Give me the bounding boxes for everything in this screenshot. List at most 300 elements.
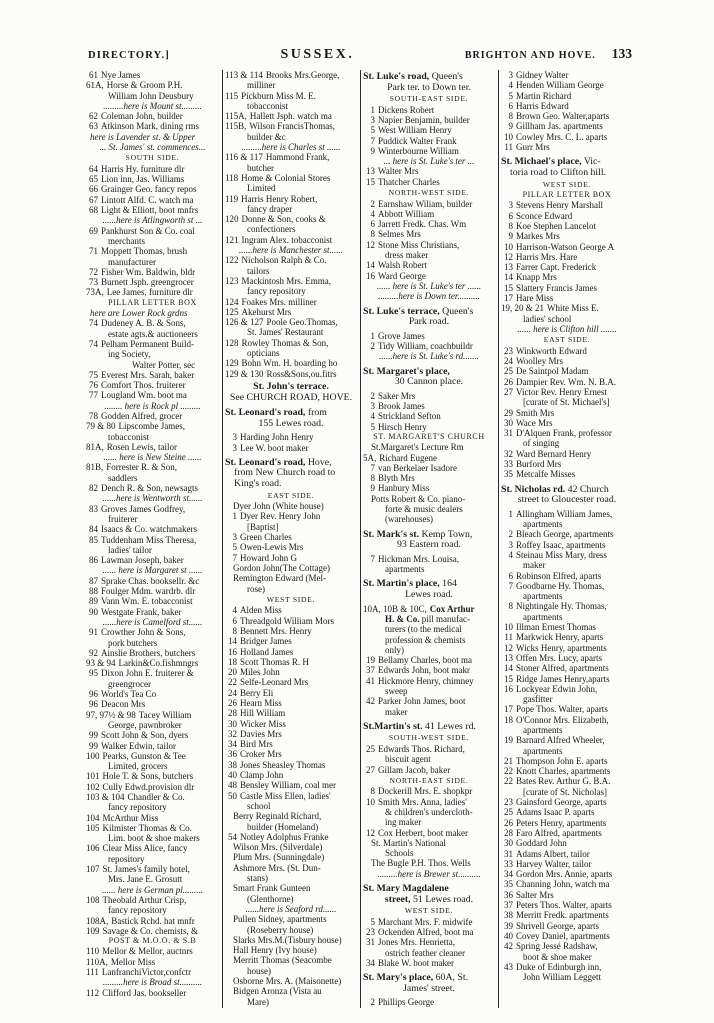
entry-line <box>225 616 357 626</box>
house-number: 69 <box>89 225 98 236</box>
continuation-line: of singing <box>523 438 560 449</box>
house-number: 39 <box>504 920 513 931</box>
entry-line <box>501 601 633 611</box>
entry-text: Edwards John, boot makr <box>378 665 470 676</box>
continuation-line: sweep <box>385 686 408 696</box>
house-number: 30 <box>504 417 513 428</box>
street-cross-reference: ......here is Wentworth st...... <box>102 493 203 504</box>
house-number: 24 <box>504 356 513 367</box>
entry-line <box>363 240 495 250</box>
street-heading-cont <box>225 393 357 404</box>
entry-text: Atkinson Mark, dining rms <box>101 121 199 132</box>
entry-line <box>86 80 219 90</box>
entry-text: Harris Mrs. Hare <box>516 251 578 262</box>
heading-rest: street to Gloucester road. <box>517 494 617 506</box>
entry-line <box>225 749 357 759</box>
entry-line <box>225 739 357 749</box>
entry-line <box>86 483 219 493</box>
entry-text: Moppett Thomas, brush <box>101 246 188 257</box>
house-number: 115A, <box>225 111 247 122</box>
entry-text: West William Henry <box>378 125 452 136</box>
house-number: 95 <box>89 668 98 679</box>
entry-line <box>86 287 219 297</box>
entry-text: Shrivell George, aparts <box>516 920 600 931</box>
entry-line <box>501 890 633 900</box>
plain-line: Berry Reginald Richard, <box>233 811 322 822</box>
entry-line <box>501 231 633 241</box>
house-number: 4 <box>370 411 375 422</box>
entry-text: Harrison-Watson George A <box>516 241 615 252</box>
plain-line: Hall Henry (Ivy house) <box>233 945 317 956</box>
street-name: St. Luke's road, <box>363 71 430 82</box>
entry-line <box>501 663 633 673</box>
house-number: 118 <box>225 172 239 183</box>
entry-line <box>225 760 357 770</box>
entry-line <box>225 657 357 667</box>
entry-line <box>225 688 357 698</box>
entry-text: Nightingale Hy. Thomas, <box>516 601 607 612</box>
house-number: 61A, <box>86 80 104 91</box>
house-number: 15 <box>366 176 375 187</box>
section-spacer <box>363 302 495 305</box>
entry-line <box>501 449 633 459</box>
entry-line <box>363 765 495 775</box>
heading-rest: Queen's <box>439 305 474 317</box>
house-number: 1 <box>370 330 375 341</box>
entry-text: Mellor Miss <box>110 956 156 967</box>
entry-line <box>86 813 219 823</box>
entry-line <box>363 665 495 675</box>
entry-text: Marchant Mrs. F. midwife <box>378 916 473 927</box>
side-heading: EAST SIDE. <box>543 335 591 345</box>
entry-text: Foakes Mrs. milliner <box>241 296 317 307</box>
entry-text: Tidy William, coachbuildr <box>378 341 473 352</box>
entry-text: Hole T. & Sons, butchers <box>102 771 194 782</box>
entry-text: Chandler & Co. <box>127 791 185 802</box>
house-number: 73A, <box>86 287 104 298</box>
street-name: St. Mark's st. <box>363 528 420 540</box>
entry-line <box>363 744 495 754</box>
house-number: 8 <box>370 473 375 484</box>
entry-text: Grainger Geo. fancy repos <box>101 184 197 195</box>
entry-line <box>86 895 219 905</box>
entry-line <box>225 542 357 552</box>
street-cross-reference: ......here is St. Luke's rd....... <box>379 351 479 362</box>
entry-text: Harding John Henry <box>240 432 314 443</box>
entry-line <box>501 571 633 581</box>
entry-line <box>225 511 357 521</box>
continuation-line: fancy repository <box>108 905 167 916</box>
plain-line: Remington Edward (Mel- <box>233 573 326 584</box>
house-number: 16 <box>228 646 237 657</box>
entry-line <box>225 338 357 348</box>
entry-line <box>363 331 495 341</box>
house-number: 78 <box>89 411 98 421</box>
house-number: 25 <box>366 743 375 754</box>
entry-line <box>501 632 633 642</box>
house-number: 71 <box>89 246 98 257</box>
entry-text: Dixon John E. fruiterer & <box>101 668 194 679</box>
entry-text: Bellamy Charles, boot ma <box>378 655 472 666</box>
entry-line <box>86 111 219 121</box>
house-number: 7 <box>232 552 237 563</box>
entry-text: Jones Sheasley Thomas <box>240 759 326 770</box>
entry-text: Alden Miss <box>240 605 282 616</box>
house-number: 4 <box>370 208 375 219</box>
house-number: 18 <box>504 714 513 725</box>
house-number: 12 <box>366 827 375 838</box>
entry-text: Faro Alfred, apartments <box>516 827 602 838</box>
house-number: 50 <box>228 790 237 801</box>
continuation-line: boot & shoe maker <box>523 951 592 962</box>
entry-text: Home & Colonial Stores <box>241 172 331 183</box>
house-number: 32 <box>228 728 237 739</box>
house-number: 1 <box>232 511 237 522</box>
entry-text: Goddard John <box>516 838 567 849</box>
entry-text: Comfort Thos. fruiterer <box>101 380 186 391</box>
house-number: 40 <box>504 930 513 941</box>
entry-line <box>86 555 219 565</box>
house-number: 8 <box>508 111 513 122</box>
entry-text: Bridger James <box>240 636 292 647</box>
street-cross-reference: ... St. James' st. commences... <box>99 142 206 153</box>
entry-text: Akehurst Mrs <box>241 306 292 317</box>
entry-text: Peters Thos. Walter, aparts <box>516 900 612 911</box>
entry-text: Lee W. boot maker <box>240 442 309 453</box>
continuation-line: builder &c <box>247 131 286 142</box>
entry-line <box>86 535 219 545</box>
section-spacer <box>501 480 633 483</box>
plain-line: Merritt Thomas (Seacombe <box>233 955 332 966</box>
entry-line <box>501 766 633 776</box>
entry-text: Foulger Mdm. wardrb. dlr <box>101 586 196 597</box>
entry-line <box>225 121 357 131</box>
entry-line <box>501 529 633 539</box>
side-heading: EAST SIDE. <box>267 490 315 500</box>
entry-line <box>86 184 219 194</box>
house-number: 42 <box>504 941 513 952</box>
entry-text: Vann Wm. E. tobacconist <box>101 596 193 607</box>
house-number: 76 <box>89 380 98 391</box>
heading-rest: 30 Cannon place. <box>394 376 464 388</box>
house-number: 30 <box>228 718 237 729</box>
entry-line <box>86 174 219 184</box>
entry-line <box>501 931 633 941</box>
entry-text: Brooks Mrs.George, <box>265 70 340 80</box>
house-number: 26 <box>228 698 237 708</box>
entry-text: Wicks Henry, apartments <box>516 642 607 653</box>
house-number: 2 <box>508 529 513 540</box>
house-number: 13 <box>504 262 513 273</box>
continuation-line: Mrs. Jane E. Grosutt <box>108 874 183 885</box>
entry-line <box>225 276 357 286</box>
street-cross-reference: ...... here is New Steine ...... <box>103 452 202 463</box>
street-cross-reference: ......here is Seaford rd...... <box>245 903 337 914</box>
continuation-line: tobacconist <box>247 100 288 111</box>
entry-line <box>363 401 495 411</box>
entry-text: Thompson John E. aparts <box>516 755 608 766</box>
continuation-line: St. James' Restaurant <box>247 327 324 338</box>
street-cross-reference: .........here is Mount st......... <box>103 100 202 111</box>
entry-line <box>501 262 633 272</box>
house-number: 8 <box>508 601 513 612</box>
house-number: 63 <box>89 121 98 132</box>
plain-line: Bidgen Aronza (Vista au <box>233 986 322 997</box>
continuation-line: tailors <box>247 265 270 276</box>
house-number: 34 <box>228 739 237 750</box>
entry-text: Henden William George <box>516 80 604 91</box>
house-number: 9 <box>370 145 375 156</box>
house-number: 107 <box>86 864 100 875</box>
house-number: 79 & 80 <box>86 421 116 432</box>
entry-text: Everest Mrs. Sarah, baker <box>101 369 195 380</box>
entry-line <box>225 729 357 739</box>
continuation-line: merchants <box>108 235 145 246</box>
entry-text: Ridge James Henry,aparts <box>516 673 610 684</box>
plain-line: Osborne Mrs. A. (Maisonette) <box>233 976 342 987</box>
house-number: 8 <box>370 786 375 797</box>
house-number: 26 <box>504 817 513 828</box>
house-number: 12 <box>504 251 513 262</box>
house-number: 3 <box>508 539 513 550</box>
house-number: 119 <box>225 193 239 204</box>
plain-line: Dyer John (White house) <box>233 501 324 512</box>
house-number: 92 <box>89 647 98 658</box>
entry-line <box>225 173 357 183</box>
entry-line <box>225 432 357 442</box>
entry-line <box>501 869 633 879</box>
continuation-line: (Glenthorne) <box>247 893 294 904</box>
entry-text: Pickburn Miss M. E. <box>241 90 316 101</box>
house-number: 18 <box>228 656 237 667</box>
house-number: 96 <box>89 699 98 710</box>
house-number: 61 <box>89 70 98 80</box>
continuation-line: biscuit agent <box>385 754 431 765</box>
entry-text: Lougland Wm. boot ma <box>101 390 187 401</box>
continuation-line: milliner <box>247 80 276 91</box>
entry-line <box>86 607 219 617</box>
house-number: 4 <box>232 605 237 616</box>
entry-line <box>86 411 219 421</box>
house-number: 15 <box>504 673 513 684</box>
directory-column-1 <box>84 70 222 1008</box>
house-number: 9 <box>508 121 513 132</box>
entry-text: Rowley Thomas & Son, <box>241 337 329 348</box>
house-number: 31 <box>504 848 513 859</box>
entry-line <box>363 554 495 564</box>
entry-text: Hammond Frank, <box>265 152 330 163</box>
entry-line <box>86 380 219 390</box>
house-number: 22 <box>228 677 237 688</box>
heading-rest: Kemp Town, <box>419 528 473 540</box>
entry-text: Scott Thomas R. H <box>240 656 309 667</box>
entry-line <box>363 483 495 493</box>
entry-line <box>86 524 219 534</box>
section-spacer <box>363 717 495 720</box>
entry-text: Hickmore Henry, chimney <box>378 675 474 686</box>
house-number: 14 <box>366 260 375 271</box>
house-number: 30 <box>504 838 513 849</box>
entry-text: Wicker Miss <box>240 718 286 729</box>
entry-text: Grove James <box>378 330 425 341</box>
entry-line <box>363 937 495 947</box>
house-number: 106 <box>86 843 100 854</box>
house-number: 110A, <box>86 956 108 967</box>
entry-line <box>86 390 219 400</box>
continuation-line: forte & music dealers <box>385 504 463 515</box>
entry-line <box>363 391 495 401</box>
section-spacer <box>363 525 495 528</box>
house-number: 1 <box>508 508 513 519</box>
house-number: 35 <box>504 469 513 480</box>
entry-line <box>86 442 219 452</box>
house-number: 6 <box>508 100 513 111</box>
house-number: 24 <box>228 687 237 698</box>
plain-line: Ashmore Mrs. (St. Dun- <box>233 862 321 873</box>
entry-text: Adams Isaac P. aparts <box>516 807 595 818</box>
entry-text: Tuddenham Miss Theresa, <box>101 534 197 545</box>
entry-text: Koe Stephen Lancelot <box>516 220 596 231</box>
entry-text: Dudeney A. B. & Sons, <box>101 318 186 329</box>
entry-text: Richard Eugene <box>379 452 437 463</box>
house-number: 16 <box>504 683 513 694</box>
street-name: St. Luke's terrace, <box>363 305 440 317</box>
street-heading-cont: from New Church road to <box>234 467 336 479</box>
entry-line <box>225 307 357 317</box>
entry-text: Bird Mrs <box>240 739 273 750</box>
house-number: 41 <box>366 675 375 686</box>
continuation-line: Walter Potter, sec <box>132 359 196 370</box>
continuation-line: manufacturer <box>108 256 156 267</box>
entry-line <box>86 946 219 956</box>
entry-line <box>363 604 495 614</box>
house-number: 67 <box>89 194 98 205</box>
plain-line: Slarks Mrs.M.(Tisbury house) <box>233 934 342 945</box>
entry-line <box>363 997 495 1007</box>
entry-text: Croker Mrs <box>240 749 282 760</box>
house-number: 3 <box>232 432 237 443</box>
continuation-line: fruiterer <box>108 513 138 524</box>
entry-line <box>501 797 633 807</box>
entry-text: Clifford Jas. bookseller <box>102 987 187 998</box>
entry-line <box>225 832 357 842</box>
heading-rest: from <box>305 407 327 419</box>
entry-text: Berry Eli <box>240 687 274 698</box>
house-number: 104 <box>86 812 100 823</box>
entry-text: Bennett Mrs. Henry <box>240 625 312 636</box>
entry-text: Larkin&Co.fishmngrs <box>118 658 199 669</box>
entry-text: Ingram Alex. tobacconist <box>241 234 333 245</box>
continuation-line: [curate of St. Michael's] <box>523 397 610 408</box>
entry-text: Cully Edwd.provision dlr <box>102 781 195 792</box>
entry-text: Edwards Thos. Richard, <box>378 743 465 754</box>
entry-text: Crowther John & Sons, <box>101 627 186 638</box>
entry-line <box>363 463 495 473</box>
continuation-line: builder (Homeland) <box>247 821 319 832</box>
header-right-group <box>465 46 632 62</box>
house-number: 38 <box>504 910 513 921</box>
entry-text: Clear Miss Alice, fancy <box>102 843 188 854</box>
entry-text: Peters Henry, apartments <box>516 817 607 828</box>
entry-text: Ainslie Brothers, butchers <box>101 647 196 658</box>
house-number: 12 <box>366 239 375 250</box>
entry-text: Ross&Sons,ou.fitrs <box>266 368 337 379</box>
entry-text: Walker Edwin, tailor <box>101 740 177 751</box>
entry-line <box>363 125 495 135</box>
continuation-line: apartments <box>523 745 563 756</box>
house-number: 93 & 94 <box>86 658 116 669</box>
entry-text: Bleach George, apartments <box>516 529 614 540</box>
entry-text: Dickens Robert <box>378 104 435 115</box>
house-number: 35 <box>504 879 513 890</box>
house-number: 128 <box>225 337 239 348</box>
entry-text: Hearn Miss <box>240 698 282 708</box>
entry-line <box>225 698 357 708</box>
continuation-line: apartments <box>523 519 563 530</box>
entry-text: Walter Mrs <box>378 166 419 177</box>
house-number: 5 <box>370 916 375 927</box>
entry-line <box>86 164 219 174</box>
house-number: 23 <box>366 927 375 938</box>
section-spacer <box>225 453 357 456</box>
continuation-line: fancy draper <box>247 203 293 214</box>
continuation-line: greengrocer <box>108 678 151 689</box>
house-number: 111 <box>86 967 99 978</box>
street-name: street, <box>384 893 411 905</box>
house-number: 5 <box>508 90 513 101</box>
entry-line <box>501 900 633 910</box>
entry-text: Woolley Mrs <box>516 356 564 367</box>
house-number: 88 <box>89 586 98 597</box>
house-number: 97, 97½ & 98 <box>86 709 136 720</box>
house-number: 2 <box>370 341 375 352</box>
house-number: 5 <box>370 421 375 432</box>
entry-line <box>501 101 633 111</box>
house-number: 68 <box>89 205 98 216</box>
house-number: 3 <box>370 114 375 125</box>
entry-text: Stoner Alfred, apartments <box>516 663 609 674</box>
entry-line <box>501 704 633 714</box>
street-name: St. Leonard's road, <box>225 407 306 419</box>
entry-text: Knott Charles, apartments <box>516 766 611 777</box>
house-number: 29 <box>504 407 513 418</box>
house-number: 87 <box>89 575 98 586</box>
entry-text: Bohn Wm. H. boarding ho <box>241 358 338 369</box>
house-number: 16 <box>366 270 375 281</box>
house-number: 4 <box>508 549 513 560</box>
house-number: 105 <box>86 822 100 833</box>
plain-line: Wilson Mrs. (Silverdale) <box>233 842 323 853</box>
heading-rest: 93 Eastern road. <box>397 539 461 551</box>
street-name: St. Leonard's road, <box>225 456 306 468</box>
entry-text: Ward Bernard Henry <box>516 448 592 459</box>
street-cross-reference: .........here is Down ter.......... <box>378 291 480 302</box>
entry-line <box>225 235 357 245</box>
entry-line <box>501 756 633 766</box>
entry-line <box>501 910 633 920</box>
entry-line <box>86 751 219 761</box>
entry-text: Sconce Edward <box>516 210 573 221</box>
street-cross-reference: ... here is St. Luke's ter ... <box>383 156 475 167</box>
heading-rest: 41 Lewes rd. <box>422 720 476 732</box>
entry-text: Lintott Alfd. C. watch ma <box>101 194 194 205</box>
continuation-line: turers (to the medical <box>385 624 462 635</box>
entry-text: Groves James Godfrey, <box>101 503 186 514</box>
side-heading: NORTH-EAST SIDE. <box>389 775 469 785</box>
house-number: 14 <box>228 636 237 647</box>
house-number: 31 <box>504 428 513 439</box>
section-spacer <box>501 152 633 155</box>
